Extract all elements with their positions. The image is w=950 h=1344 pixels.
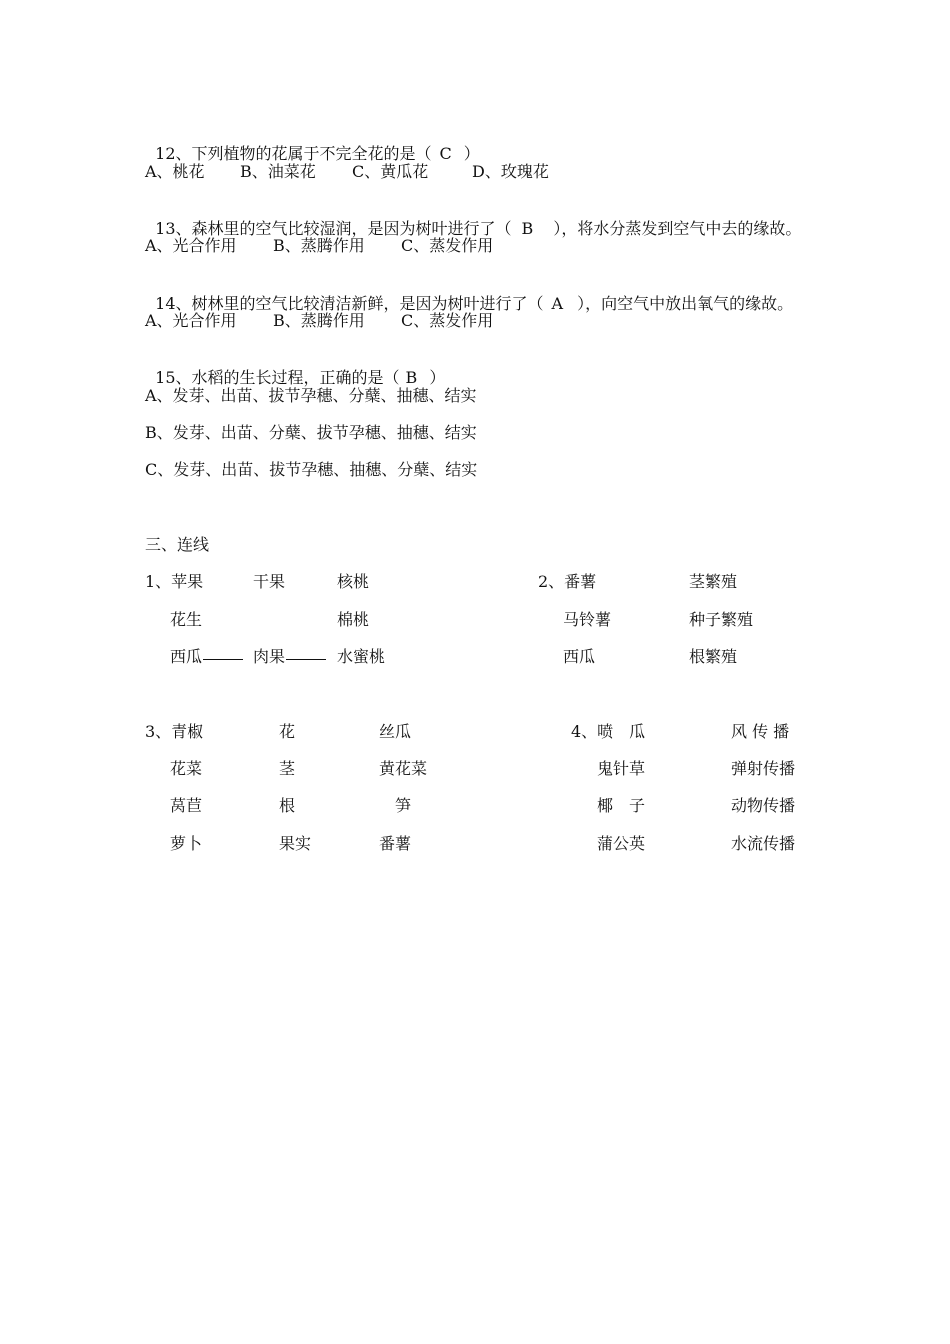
match-item: 干果 xyxy=(253,572,286,591)
match-item: 丝瓜 xyxy=(379,722,412,741)
match-item: 蒲公英 xyxy=(597,834,646,853)
match-item: 马铃薯 xyxy=(563,610,612,629)
question-answer: B xyxy=(521,219,534,238)
match-item: 茎繁殖 xyxy=(689,572,738,591)
question-15-option-a: A、发芽、出苗、拔节孕穗、分蘖、抽穗、结实 xyxy=(145,386,477,405)
question-13-option-b: B、蒸腾作用 xyxy=(273,236,365,255)
match-item: 水蜜桃 xyxy=(337,647,386,666)
answer-underline xyxy=(203,659,243,660)
match-item: 动物传播 xyxy=(731,796,796,815)
question-15-option-c: C、发芽、出苗、拔节孕穗、抽穗、分蘖、结实 xyxy=(145,460,478,479)
question-13-stem xyxy=(145,199,801,239)
question-14-option-b: B、蒸腾作用 xyxy=(273,311,365,330)
match-item: 种子繁殖 xyxy=(689,610,754,629)
match-item: 棉桃 xyxy=(337,610,370,629)
match-item: 4、喷 瓜 xyxy=(571,722,646,741)
match-item: 根 xyxy=(279,796,296,815)
question-13-option-c: C、蒸发作用 xyxy=(401,236,494,255)
question-stem-prefix: 12、下列植物的花属于不完全花的是（ xyxy=(155,144,432,163)
question-15-option-b: B、发芽、出苗、分蘖、拔节孕穗、抽穗、结实 xyxy=(145,423,477,442)
question-stem-suffix: ） xyxy=(463,144,480,163)
match-item: 弹射传播 xyxy=(731,759,796,778)
section-heading: 三、连线 xyxy=(145,535,210,554)
question-stem-suffix: ），将水分蒸发到空气中去的缘故。 xyxy=(553,219,802,238)
question-13-option-a: A、光合作用 xyxy=(145,236,237,255)
question-12-option-d: D、玫瑰花 xyxy=(472,162,549,181)
question-stem-suffix: ），向空气中放出氧气的缘故。 xyxy=(577,294,794,313)
match-item: 莴苣 xyxy=(170,796,203,815)
question-15-stem xyxy=(145,348,445,388)
match-item: 花生 xyxy=(170,610,203,629)
question-stem-prefix: 14、树林里的空气比较清洁新鲜，是因为树叶进行了（ xyxy=(155,294,544,313)
match-item: 番薯 xyxy=(379,834,412,853)
question-14-stem xyxy=(145,274,793,314)
question-14-option-a: A、光合作用 xyxy=(145,311,237,330)
match-item: 花菜 xyxy=(170,759,203,778)
question-stem-prefix: 15、水稻的生长过程，正确的是（ xyxy=(155,368,400,387)
match-item: 笋 xyxy=(395,796,412,815)
match-item: 萝卜 xyxy=(170,834,203,853)
match-item: 1、苹果 xyxy=(145,572,204,591)
match-item-text: 西瓜 xyxy=(170,647,203,666)
question-stem-prefix: 13、森林里的空气比较湿润，是因为树叶进行了（ xyxy=(155,219,512,238)
match-item: 花 xyxy=(279,722,296,741)
match-item: 椰 子 xyxy=(597,796,646,815)
answer-underline xyxy=(286,659,326,660)
question-stem-suffix: ） xyxy=(429,368,446,387)
match-item: 2、番薯 xyxy=(538,572,597,591)
match-item-text: 肉果 xyxy=(253,647,286,666)
match-item xyxy=(170,647,244,667)
question-14-option-c: C、蒸发作用 xyxy=(401,311,494,330)
question-12-stem xyxy=(145,124,480,164)
question-answer: A xyxy=(551,294,564,313)
question-12-option-b: B、油菜花 xyxy=(240,162,316,181)
question-answer: B xyxy=(405,368,418,387)
question-12-option-c: C、黄瓜花 xyxy=(352,162,429,181)
match-item: 风 传 播 xyxy=(731,722,790,741)
match-item: 茎 xyxy=(279,759,296,778)
match-item: 水流传播 xyxy=(731,834,796,853)
match-item: 鬼针草 xyxy=(597,759,646,778)
match-item: 黄花菜 xyxy=(379,759,428,778)
match-item: 根繁殖 xyxy=(689,647,738,666)
match-item: 果实 xyxy=(279,834,312,853)
match-item: 西瓜 xyxy=(563,647,596,666)
match-item xyxy=(253,647,327,667)
question-12-option-a: A、桃花 xyxy=(145,162,205,181)
match-item: 3、青椒 xyxy=(145,722,204,741)
match-item: 核桃 xyxy=(337,572,370,591)
question-answer: C xyxy=(439,144,452,163)
